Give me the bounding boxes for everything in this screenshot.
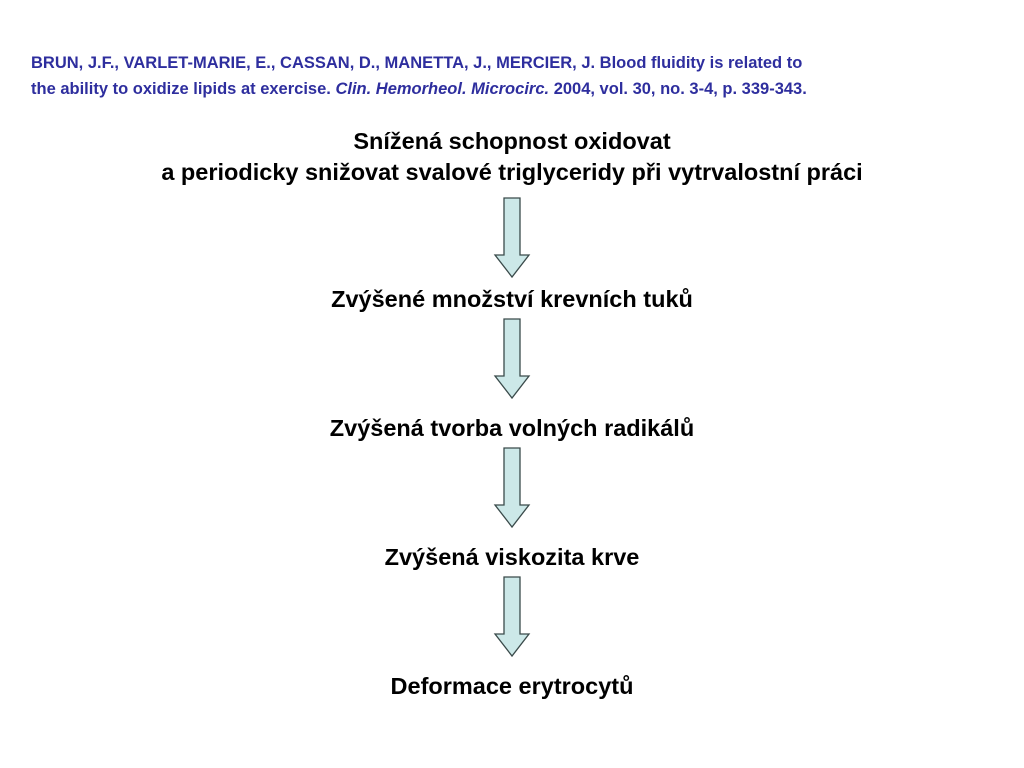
citation (31, 50, 991, 102)
citation-authors-title: BRUN, J.F., VARLET-MARIE, E., CASSAN, D., MANETTA, J., MERCIER, J. Blood fluidity is related to (31, 54, 803, 72)
flow-step-1-line-1: Snížená schopnost oxidovat (353, 128, 671, 154)
flow-step-3 (0, 413, 1024, 444)
flow-step-1-line-2: a periodicky snižovat svalové triglyceridy při vytrvalostní práci (161, 159, 863, 185)
flow-step-2-label: Zvýšené množství krevních tuků (331, 286, 693, 312)
flow-step-4-label: Zvýšená viskozita krve (384, 544, 640, 570)
flow-step-4 (0, 542, 1024, 573)
citation-journal: Clin. Hemorheol. Microcirc. (335, 80, 550, 98)
citation-details: 2004, vol. 30, no. 3-4, p. 339-343. (553, 80, 807, 98)
down-arrow-icon (493, 318, 531, 400)
flow-step-5 (0, 671, 1024, 702)
flow-step-5-label: Deformace erytrocytů (390, 673, 634, 699)
flow-step-3-label: Zvýšená tvorba volných radikálů (329, 415, 695, 441)
down-arrow-icon (493, 197, 531, 279)
flow-step-2 (0, 284, 1024, 315)
down-arrow-icon (493, 576, 531, 658)
down-arrow-icon (493, 447, 531, 529)
flow-step-1 (0, 126, 1024, 188)
citation-title-end: the ability to oxidize lipids at exercise. (31, 80, 331, 98)
